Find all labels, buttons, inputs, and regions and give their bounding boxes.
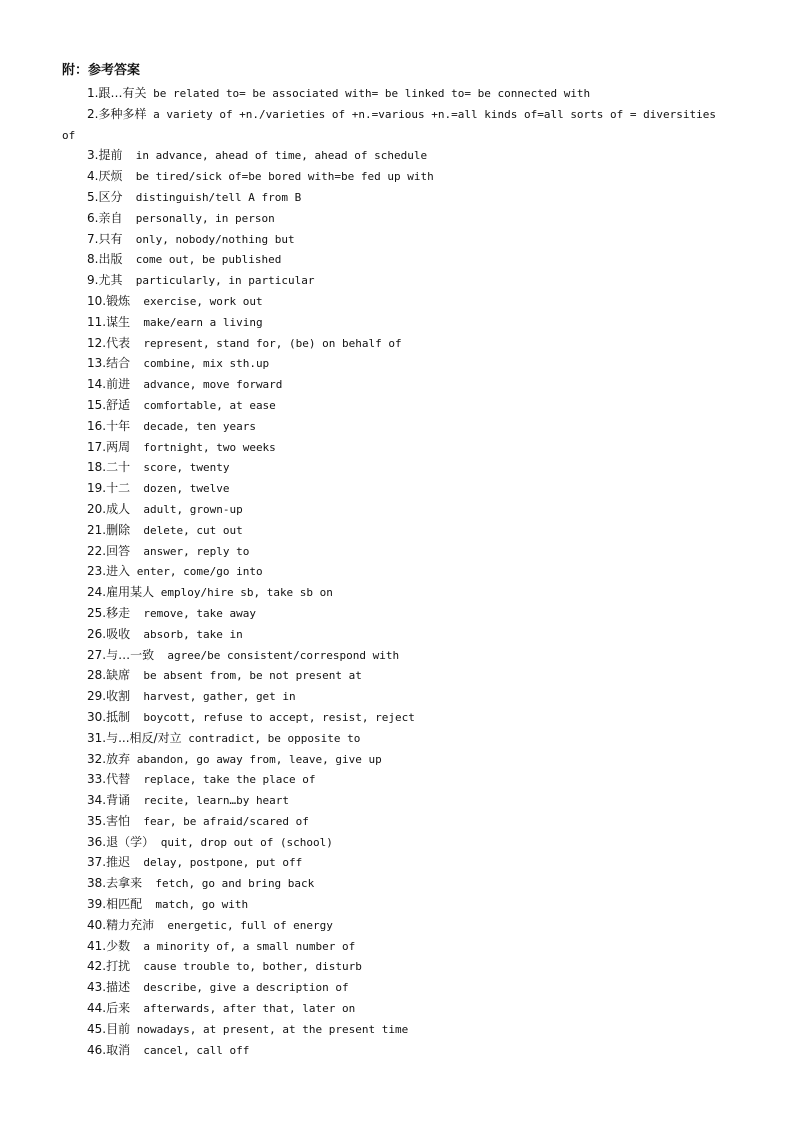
entry-english-translation: contradict, be opposite to [181, 731, 361, 745]
entry-chinese-term: 舒适 [106, 397, 131, 412]
entry-english-translation: a minority of, a small number of [130, 939, 356, 953]
entry-chinese-term: 跟…有关 [98, 86, 147, 100]
entry-number: 46. [87, 1042, 107, 1057]
vocab-entry [0, 249, 794, 270]
entry-chinese-term: 抵制 [106, 709, 131, 724]
vocab-entry [0, 956, 794, 977]
entry-english-translation: combine, mix sth.up [130, 357, 270, 371]
entry-english-translation: be absent from, be not present at [130, 669, 362, 683]
entry-number: 15. [87, 397, 107, 412]
entry-chinese-term: 前进 [106, 377, 131, 392]
entry-english-translation: employ/hire sb, take sb on [154, 586, 333, 600]
vocab-entry [0, 83, 794, 104]
entry-number: 5. [87, 189, 99, 204]
entry-number: 18. [87, 460, 107, 475]
entry-number: 7. [87, 231, 99, 246]
vocab-entry [0, 790, 794, 811]
entry-english-translation: fetch, go and bring back [142, 877, 315, 891]
entry-number: 29. [87, 689, 107, 704]
entry-chinese-term: 打扰 [106, 959, 131, 974]
vocab-entry [0, 645, 794, 666]
entry-number: 34. [87, 793, 107, 808]
entry-english-continuation: of [62, 128, 76, 142]
entry-number: 23. [87, 564, 107, 579]
entry-chinese-term: 目前 [106, 1021, 131, 1036]
vocab-entry [0, 374, 794, 395]
entry-number: 37. [87, 855, 107, 870]
entry-chinese-term: 背诵 [106, 793, 131, 808]
vocab-entry [0, 478, 794, 499]
entry-chinese-term: 推迟 [106, 855, 131, 870]
vocab-entry [0, 312, 794, 333]
entry-chinese-term: 描述 [106, 980, 131, 995]
entry-english-translation: nowadays, at present, at the present time [130, 1022, 409, 1036]
vocab-entry [0, 811, 794, 832]
vocab-entry [0, 665, 794, 686]
vocab-entry [0, 686, 794, 707]
entry-number: 40. [87, 917, 107, 932]
vocab-entry [0, 395, 794, 416]
entry-number: 30. [87, 709, 107, 724]
entry-english-translation: dozen, twelve [130, 482, 230, 496]
entry-english-translation: describe, give a description of [130, 981, 349, 995]
vocab-entry [0, 541, 794, 562]
entry-english-translation: recite, learn…by heart [130, 794, 290, 808]
entry-english-translation: advance, move forward [130, 378, 283, 392]
entry-chinese-term: 取消 [106, 1042, 131, 1057]
entry-english-translation: abandon, go away from, leave, give up [130, 752, 382, 766]
vocab-entry [0, 104, 794, 146]
entry-chinese-term: 与…一致 [106, 647, 155, 662]
entry-number: 14. [87, 377, 107, 392]
vocab-entry [0, 603, 794, 624]
vocab-entry [0, 769, 794, 790]
entry-english-translation: cause trouble to, bother, disturb [130, 960, 362, 974]
entry-chinese-term: 只有 [98, 231, 123, 246]
entry-number: 12. [87, 335, 107, 350]
vocab-entry [0, 707, 794, 728]
vocab-entry [0, 873, 794, 894]
vocab-entry [0, 624, 794, 645]
entry-english-translation: only, nobody/nothing but [122, 232, 295, 246]
entry-chinese-term: 进入 [106, 564, 131, 579]
entry-number: 13. [87, 356, 107, 371]
entry-number: 41. [87, 938, 107, 953]
vocab-entry [0, 894, 794, 915]
entry-chinese-term: 害怕 [106, 813, 131, 828]
entry-english-translation: score, twenty [130, 461, 230, 475]
vocab-entry [0, 499, 794, 520]
entry-english-translation: absorb, take in [130, 627, 243, 641]
entry-number: 35. [87, 813, 107, 828]
vocab-entry [0, 270, 794, 291]
entry-number: 6. [87, 210, 99, 225]
entry-chinese-term: 多种多样 [98, 106, 147, 121]
entry-english-translation: represent, stand for, (be) on behalf of [130, 336, 402, 350]
entry-english-translation: personally, in person [122, 211, 275, 225]
entry-english-translation: boycott, refuse to accept, resist, reject [130, 710, 415, 724]
vocab-entry [0, 416, 794, 437]
entry-number: 33. [87, 772, 107, 787]
entry-chinese-term: 退（学） [106, 834, 155, 849]
entry-english-translation: make/earn a living [130, 315, 263, 329]
entry-english-translation: fear, be afraid/scared of [130, 814, 309, 828]
entry-number: 38. [87, 876, 107, 891]
entry-english-translation: exercise, work out [130, 294, 263, 308]
vocab-entry [0, 1019, 794, 1040]
entry-chinese-term: 精力充沛 [106, 917, 155, 932]
entry-chinese-term: 十二 [106, 481, 131, 496]
answer-key-heading: 附：参考答案 [62, 63, 141, 78]
entry-english-translation: replace, take the place of [130, 773, 316, 787]
entry-number: 3. [87, 148, 99, 163]
entry-number: 36. [87, 834, 107, 849]
entry-chinese-term: 后来 [106, 1001, 131, 1016]
entry-number: 24. [87, 585, 107, 600]
entry-english-translation: delete, cut out [130, 523, 243, 537]
entry-chinese-term: 锻炼 [106, 293, 131, 308]
entry-chinese-term: 出版 [98, 252, 123, 267]
entry-number: 42. [87, 959, 107, 974]
entry-chinese-term: 移走 [106, 605, 131, 620]
entry-number: 11. [87, 314, 107, 329]
vocab-entry [0, 437, 794, 458]
entry-english-translation: delay, postpone, put off [130, 856, 303, 870]
entry-english-translation: afterwards, after that, later on [130, 1002, 356, 1016]
entry-english-translation: in advance, ahead of time, ahead of schedule [122, 149, 428, 163]
vocab-entry [0, 229, 794, 250]
entry-number: 10. [87, 293, 107, 308]
vocab-entry [0, 998, 794, 1019]
entry-number: 21. [87, 522, 107, 537]
vocab-entry [0, 561, 794, 582]
entry-chinese-term: 回答 [106, 543, 131, 558]
entry-chinese-term: 去拿来 [106, 876, 143, 891]
entry-number: 32. [87, 751, 107, 766]
entry-number: 39. [87, 897, 107, 912]
entry-english-translation: answer, reply to [130, 544, 250, 558]
entry-chinese-term: 二十 [106, 460, 131, 475]
entry-number: 8. [87, 252, 99, 267]
entry-number: 28. [87, 668, 107, 683]
vocab-entry [0, 749, 794, 770]
entry-chinese-term: 删除 [106, 522, 131, 537]
entry-english-translation: particularly, in particular [122, 274, 315, 288]
entry-number: 9. [87, 273, 99, 288]
vocab-entry [0, 208, 794, 229]
vocab-entry [0, 145, 794, 166]
entry-number: 43. [87, 980, 107, 995]
entry-english-translation: comfortable, at ease [130, 398, 276, 412]
entry-chinese-term: 少数 [106, 938, 131, 953]
entry-chinese-term: 成人 [106, 501, 131, 516]
entry-english-translation: energetic, full of energy [154, 918, 333, 932]
entry-chinese-term: 谋生 [106, 314, 131, 329]
vocab-entry [0, 291, 794, 312]
entry-english-translation: a variety of +n./varieties of +n.=various +n.=all kinds of=all sorts of = diversities [146, 107, 717, 121]
entry-number: 1. [87, 86, 99, 100]
entry-english-translation: harvest, gather, get in [130, 690, 296, 704]
entry-english-translation: be related to= be associated with= be linked to= be connected with [146, 87, 591, 100]
entry-chinese-term: 放弃 [106, 751, 131, 766]
entry-chinese-term: 与...相反/对立 [106, 730, 182, 745]
entry-chinese-term: 尤其 [98, 273, 123, 288]
entry-number: 2. [87, 106, 99, 121]
vocab-entry [0, 333, 794, 354]
vocab-entry [0, 915, 794, 936]
entry-chinese-term: 提前 [98, 148, 123, 163]
entry-english-translation: cancel, call off [130, 1043, 250, 1057]
entry-english-translation: distinguish/tell A from B [122, 190, 302, 204]
entry-english-translation: fortnight, two weeks [130, 440, 276, 454]
entry-english-translation: match, go with [142, 898, 249, 912]
vocab-entry [0, 353, 794, 374]
entry-english-translation: agree/be consistent/correspond with [154, 648, 400, 662]
vocab-entry [0, 582, 794, 603]
entry-number: 31. [87, 730, 107, 745]
entry-chinese-term: 雇用某人 [106, 585, 155, 600]
entry-number: 16. [87, 418, 107, 433]
entry-number: 26. [87, 626, 107, 641]
entry-chinese-term: 相匹配 [106, 897, 143, 912]
vocab-entry [0, 187, 794, 208]
entry-chinese-term: 代替 [106, 772, 131, 787]
entry-number: 25. [87, 605, 107, 620]
entry-english-translation: come out, be published [122, 253, 282, 267]
entry-number: 17. [87, 439, 107, 454]
vocab-entry [0, 520, 794, 541]
vocab-entry [0, 832, 794, 853]
entry-english-translation: quit, drop out of (school) [154, 835, 333, 849]
entry-number: 45. [87, 1021, 107, 1036]
entry-number: 20. [87, 501, 107, 516]
entry-english-translation: adult, grown-up [130, 502, 243, 516]
entry-english-translation: enter, come/go into [130, 565, 263, 579]
vocab-entry [0, 1040, 794, 1061]
entry-chinese-term: 厌烦 [98, 169, 123, 184]
entry-english-translation: remove, take away [130, 606, 256, 620]
entry-number: 4. [87, 169, 99, 184]
entry-chinese-term: 两周 [106, 439, 131, 454]
entry-chinese-term: 吸收 [106, 626, 131, 641]
entry-english-translation: decade, ten years [130, 419, 256, 433]
entry-chinese-term: 十年 [106, 418, 131, 433]
entry-number: 27. [87, 647, 107, 662]
entry-number: 44. [87, 1001, 107, 1016]
vocab-entry [0, 457, 794, 478]
vocab-entry [0, 728, 794, 749]
entry-english-translation: be tired/sick of=be bored with=be fed up with [122, 170, 434, 184]
vocab-entry [0, 936, 794, 957]
vocab-entry [0, 166, 794, 187]
entry-chinese-term: 亲自 [98, 210, 123, 225]
entry-chinese-term: 结合 [106, 356, 131, 371]
vocabulary-list [0, 83, 794, 1060]
entry-chinese-term: 区分 [98, 189, 123, 204]
entry-number: 19. [87, 481, 107, 496]
vocab-entry [0, 852, 794, 873]
entry-chinese-term: 收割 [106, 689, 131, 704]
vocab-entry [0, 977, 794, 998]
entry-chinese-term: 代表 [106, 335, 131, 350]
entry-chinese-term: 缺席 [106, 668, 131, 683]
entry-number: 22. [87, 543, 107, 558]
